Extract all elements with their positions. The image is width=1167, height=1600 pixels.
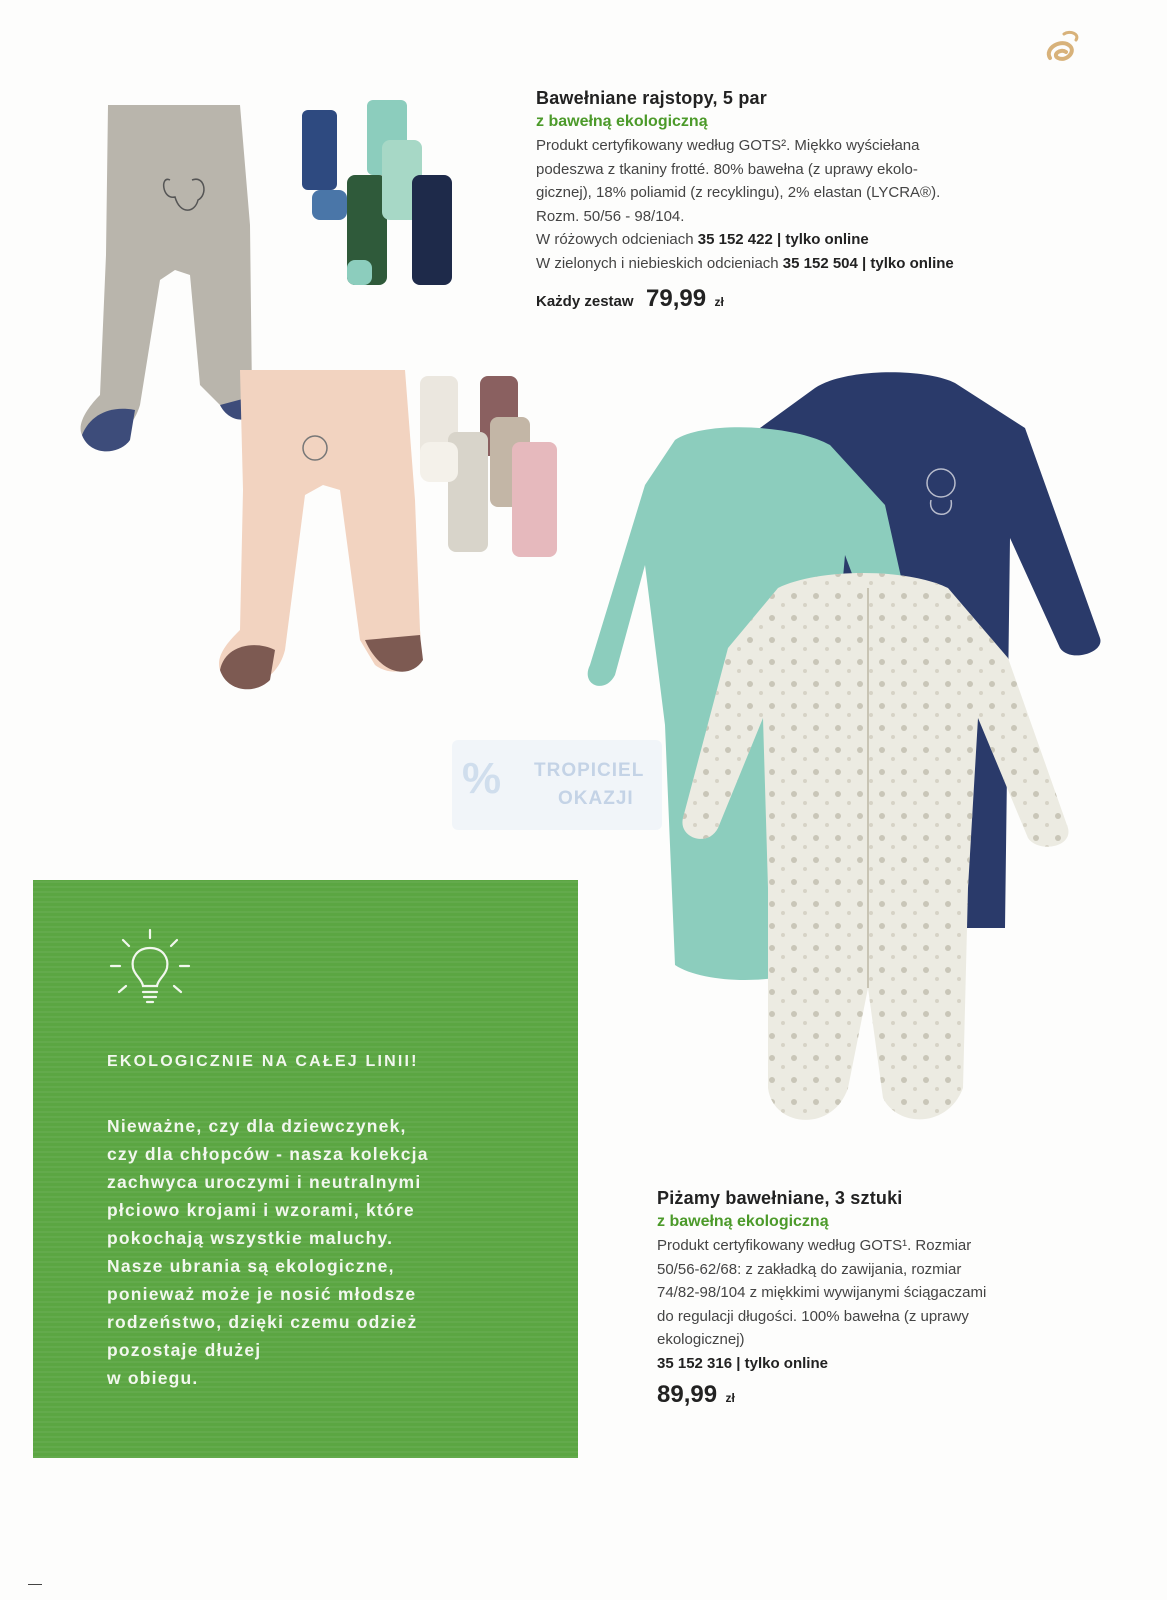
variant-code: 35 152 422	[697, 231, 773, 248]
brand-logo-icon	[1040, 28, 1086, 72]
product-name: Bawełniane rajstopy, 5 par	[536, 88, 767, 108]
info-line: pokochają wszystkie maluchy.	[107, 1228, 394, 1248]
green-blue-socks-image	[292, 100, 472, 295]
cream-pyjama-image	[678, 568, 1078, 1138]
price: 79,99	[646, 285, 707, 312]
price-row	[536, 285, 1106, 313]
page-corner-mark	[28, 1570, 42, 1585]
info-line: zachwyca uroczymi i neutralnymi	[107, 1172, 422, 1192]
description-line: Rozm. 50/56 - 98/104.	[536, 207, 685, 225]
watermark	[452, 740, 662, 830]
price-label: Każdy zestaw	[536, 293, 634, 310]
description-line: podeszwa z tkaniny frotté. 80% bawełna (z uprawy ekolo-	[536, 160, 918, 178]
description-line: Produkt certyfikowany według GOTS². Miękko wyściełana	[536, 137, 920, 154]
product-name: Piżamy bawełniane, 3 sztuki	[657, 1188, 903, 1208]
product-description	[657, 1234, 1107, 1352]
description-line: gicznej), 18% poliamid (z recyklingu), 2% elastan (LYCRA®).	[536, 184, 941, 201]
variant-code: 35 152 504	[782, 254, 858, 272]
variant-note: | tylko online	[862, 254, 954, 272]
currency: zł	[725, 1391, 735, 1405]
watermark-line2: OKAZJI	[558, 788, 634, 809]
variant-note: | tylko online	[777, 231, 869, 248]
product-code: 35 152 316	[657, 1354, 733, 1372]
variant-label: W różowych odcieniach	[536, 231, 694, 248]
info-line: Nasze ubrania są ekologiczne,	[107, 1256, 395, 1276]
info-line: pozostaje dłużej	[107, 1340, 262, 1360]
product-pyjamas	[657, 1188, 1107, 1409]
description-line: 74/82-98/104 z miękkimi wywijanymi ściągaczami	[657, 1284, 987, 1301]
product-tights	[536, 88, 1106, 313]
lightbulb-icon	[105, 926, 195, 1016]
info-line: płciowo krojami i wzorami, które	[107, 1200, 415, 1220]
info-body	[107, 1112, 547, 1392]
description-line: 50/56-62/68: z zakładką do zawijania, rozmiar	[657, 1260, 962, 1278]
price: 89,99	[657, 1381, 718, 1408]
variant-green-blue	[536, 252, 1106, 276]
description-line: ekologicznej)	[657, 1331, 745, 1348]
product-code-row	[657, 1352, 1107, 1376]
watermark-line1: TROPICIEL	[534, 760, 645, 781]
variant-label: W zielonych i niebieskich odcieniach	[536, 254, 779, 272]
info-line: Nieważne, czy dla dziewczynek,	[107, 1116, 407, 1136]
percent-icon: %	[462, 754, 502, 803]
description-line: Produkt certyfikowany według GOTS¹. Rozmiar	[657, 1237, 972, 1254]
eco-info-box	[33, 880, 578, 1458]
currency: zł	[714, 295, 724, 309]
pink-tights-image	[215, 370, 440, 700]
product-description	[536, 134, 1106, 228]
pink-socks-image	[412, 372, 572, 562]
product-note: | tylko online	[736, 1354, 828, 1372]
description-line: do regulacji długości. 100% bawełna (z uprawy	[657, 1307, 969, 1325]
price-row	[657, 1381, 1107, 1409]
product-eco-tag: z bawełną ekologiczną	[657, 1213, 829, 1230]
info-line: ponieważ może je nosić młodsze	[107, 1284, 417, 1304]
info-line: rodzeństwo, dzięki czemu odzież	[107, 1312, 418, 1332]
info-line: czy dla chłopców - nasza kolekcja	[107, 1144, 429, 1164]
variant-pink	[536, 228, 1106, 252]
product-eco-tag: z bawełną ekologiczną	[536, 113, 708, 130]
info-heading: EKOLOGICZNIE NA CAŁEJ LINII!	[107, 1053, 419, 1070]
info-line: w obiegu.	[107, 1368, 199, 1388]
